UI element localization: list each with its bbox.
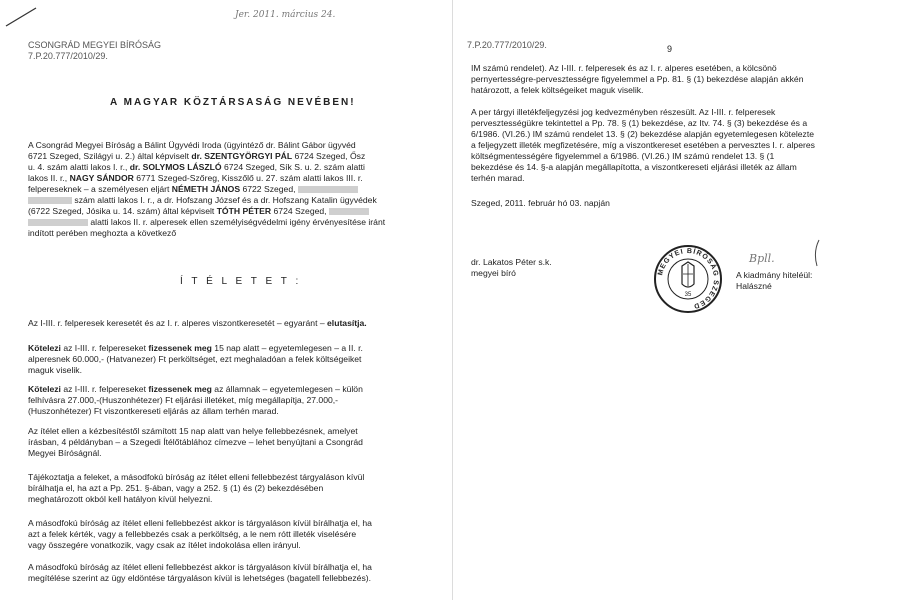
case-number: 7.P.20.777/2010/29. [467, 40, 547, 50]
redaction-block [298, 186, 358, 193]
intro-line-6: szám alatti lakos I. r., a dr. Hofszang József és a dr. Hofszang Katalin ügyvédek [28, 195, 377, 205]
intro-line-2: 6721 Szeged, Szilágyi u. 2.) által képviselt dr. SZENTGYÖRGYI PÁL 6724 Szeged, Ősz [28, 151, 366, 161]
court-seal [653, 244, 723, 319]
verdict-line: Az I-III. r. felperesek keresetét és az I. r. alperes viszontkeresetét – egyaránt – elutasítja. [28, 318, 367, 328]
court-name: CSONGRÁD MEGYEI BÍRÓSÁG [28, 40, 162, 50]
fee-line-1: Kötelezi az I-III. r. felpereseket fizessenek meg az államnak – egyetemlegesen – külön [28, 384, 363, 394]
right-page [452, 0, 900, 600]
review-line-1: A másodfokú bíróság az ítélet elleni fellebbezést akkor is tárgyaláson kívül bírálhatja el, ha [28, 518, 372, 528]
verdict-title: Í T É L E T E T : [180, 276, 302, 287]
fee-line-3: (Huszonhétezer) Ft viszontkereseti eljárás az állam terhén marad. [28, 406, 279, 416]
intro-line-9: indított perében meghozta a következő [28, 228, 177, 238]
fee-para-line: költségmentességére figyelemmel a 6/1986. (VI.26.) IM számú rendelet 13. § (1 [471, 151, 775, 161]
handwritten-signature: Bpll. [749, 252, 775, 265]
bagatell-line-2: megítélése szerint az ügy eldöntése tárgyaláson kívül is lehetséges (bagatell fellebbezés). [28, 573, 371, 583]
costs-para-line: IM számú rendelet). Az I-III. r. felperesek és az I. r. alperes esetében, a kölcsönö [471, 63, 777, 73]
redaction-block [28, 219, 88, 226]
handwritten-note: Jer. 2011. március 24. [235, 10, 336, 20]
intro-line-5: felpereseknek – a személyesen eljárt NÉMETH JÁNOS 6722 Szeged, [28, 184, 358, 194]
seal-text: MEGYEI BÍRÓSÁG SZEGED [657, 247, 720, 310]
notice-line-2: bírálhatja el, ha azt a Pp. 251. §-ában, vagy a 252. § (1) és (2) bekezdésében [28, 483, 324, 493]
pen-stroke-mark [2, 4, 42, 30]
document-title: A MAGYAR KÖZTÁRSASÁG NEVÉBEN! [110, 97, 356, 108]
appeal-line-1: Az ítélet ellen a kézbesítéstől számított 15 nap alatt van helye fellebbezésnek, amelyet [28, 426, 358, 436]
fee-para-line: bekezdése és 14. §-a alapján megállapította, a viszontkereseti eljárási illeték az állam [471, 162, 797, 172]
redaction-block [329, 208, 369, 215]
review-line-2: azt a felek kérték, vagy a fellebbezés csak a perköltség, a le nem rótt illeték viselésére [28, 529, 357, 539]
judge-name: dr. Lakatos Péter s.k. [471, 257, 552, 267]
signature-stroke [811, 238, 825, 268]
date-line: Szeged, 2011. február hó 03. napján [471, 198, 610, 208]
redaction-block [28, 197, 72, 204]
seal-graphic [653, 244, 723, 314]
costs-para-line: pernyertességre-pervesztességre figyelemmel a Pp. 81. § (1) bekezdése alapján akkén [471, 74, 804, 84]
case-number: 7.P.20.777/2010/29. [28, 51, 108, 61]
intro-line-1: A Csongrád Megyei Bíróság a Bálint Ügyvédi Iroda (ügyintéző dr. Bálint Gábor ügyvéd [28, 140, 356, 150]
notice-line-3: meghatározott okból kell hatályon kívül helyezni. [28, 494, 213, 504]
costs-line-2: alperesnek 60.000,- (Hatvanezer) Ft perköltséget, ezt meghaladóan a felek költségeiket [28, 354, 362, 364]
seal-number: 35 [684, 292, 692, 298]
attest-name: Halászné [736, 281, 772, 291]
intro-line-3: u. 4. szám alatti lakos I. r., dr. SOLYMOS LÁSZLÓ 6724 Szeged, Sík S. u. 2. szám alatti [28, 162, 365, 172]
fee-para-line: terhén marad. [471, 173, 525, 183]
bagatell-line-1: A másodfokú bíróság az ítélet elleni fellebbezést akkor is tárgyaláson kívül bírálhatja el, ha [28, 562, 372, 572]
costs-line-3: maguk viselik. [28, 365, 82, 375]
fee-para-line: 6/1986. (VI.26.) IM számú rendelet 13. § (2) bekezdése alapján egyetemlegesen kötelezte [471, 129, 814, 139]
fee-para-line: a feljegyzett illeték megfizetésére, míg a viszontkereset esetében a pervesztes I. r. alperes [471, 140, 815, 150]
fee-para-line: A per tárgyi illetékfeljegyzési jog kedvezményben részesült. Az I-III. r. felperesek [471, 107, 776, 117]
intro-line-7: (6722 Szeged, Jósika u. 14. szám) által képviselt TÓTH PÉTER 6724 Szeged, [28, 206, 369, 216]
appeal-line-3: Megyei Bíróságnál. [28, 448, 102, 458]
fee-line-2: felhívásra 27.000,-(Huszonhétezer) Ft eljárási illetéket, míg megállapítja, 27.000,- [28, 395, 339, 405]
intro-line-4: lakos II. r., NAGY SÁNDOR 6771 Szeged-Szőreg, Kisszőlő u. 27. szám alatti lakos III. r. [28, 173, 363, 183]
fee-para-line: pervesztességükre tekintettel a Pp. 78. § (1) bekezdése, az Itv. 74. § (3) bekezdése és a [471, 118, 808, 128]
attest-label: A kiadmány hiteléül: [736, 270, 813, 280]
notice-line-1: Tájékoztatja a feleket, a másodfokú bíróság az ítélet elleni fellebbezést tárgyaláson kívül [28, 472, 365, 482]
costs-line-1: Kötelezi az I-III. r. felpereseket fizessenek meg 15 nap alatt – egyetemlegesen – a II. r. [28, 343, 363, 353]
review-line-3: vagy összegére vonatkozik, vagy csak az ítélet indokolása ellen irányul. [28, 540, 301, 550]
appeal-line-2: írásban, 4 példányban – a Szegedi Ítélőtáblához címezve – lehet benyújtani a Csongrád [28, 437, 363, 447]
intro-line-8: alatti lakos II. r. alperesek ellen személyiségvédelmi igény érvényesítése iránt [28, 217, 385, 227]
judge-title: megyei bíró [471, 268, 516, 278]
costs-para-line: határozott, a felek költségeiket maguk viselik. [471, 85, 644, 95]
page-number: 9 [667, 44, 673, 54]
